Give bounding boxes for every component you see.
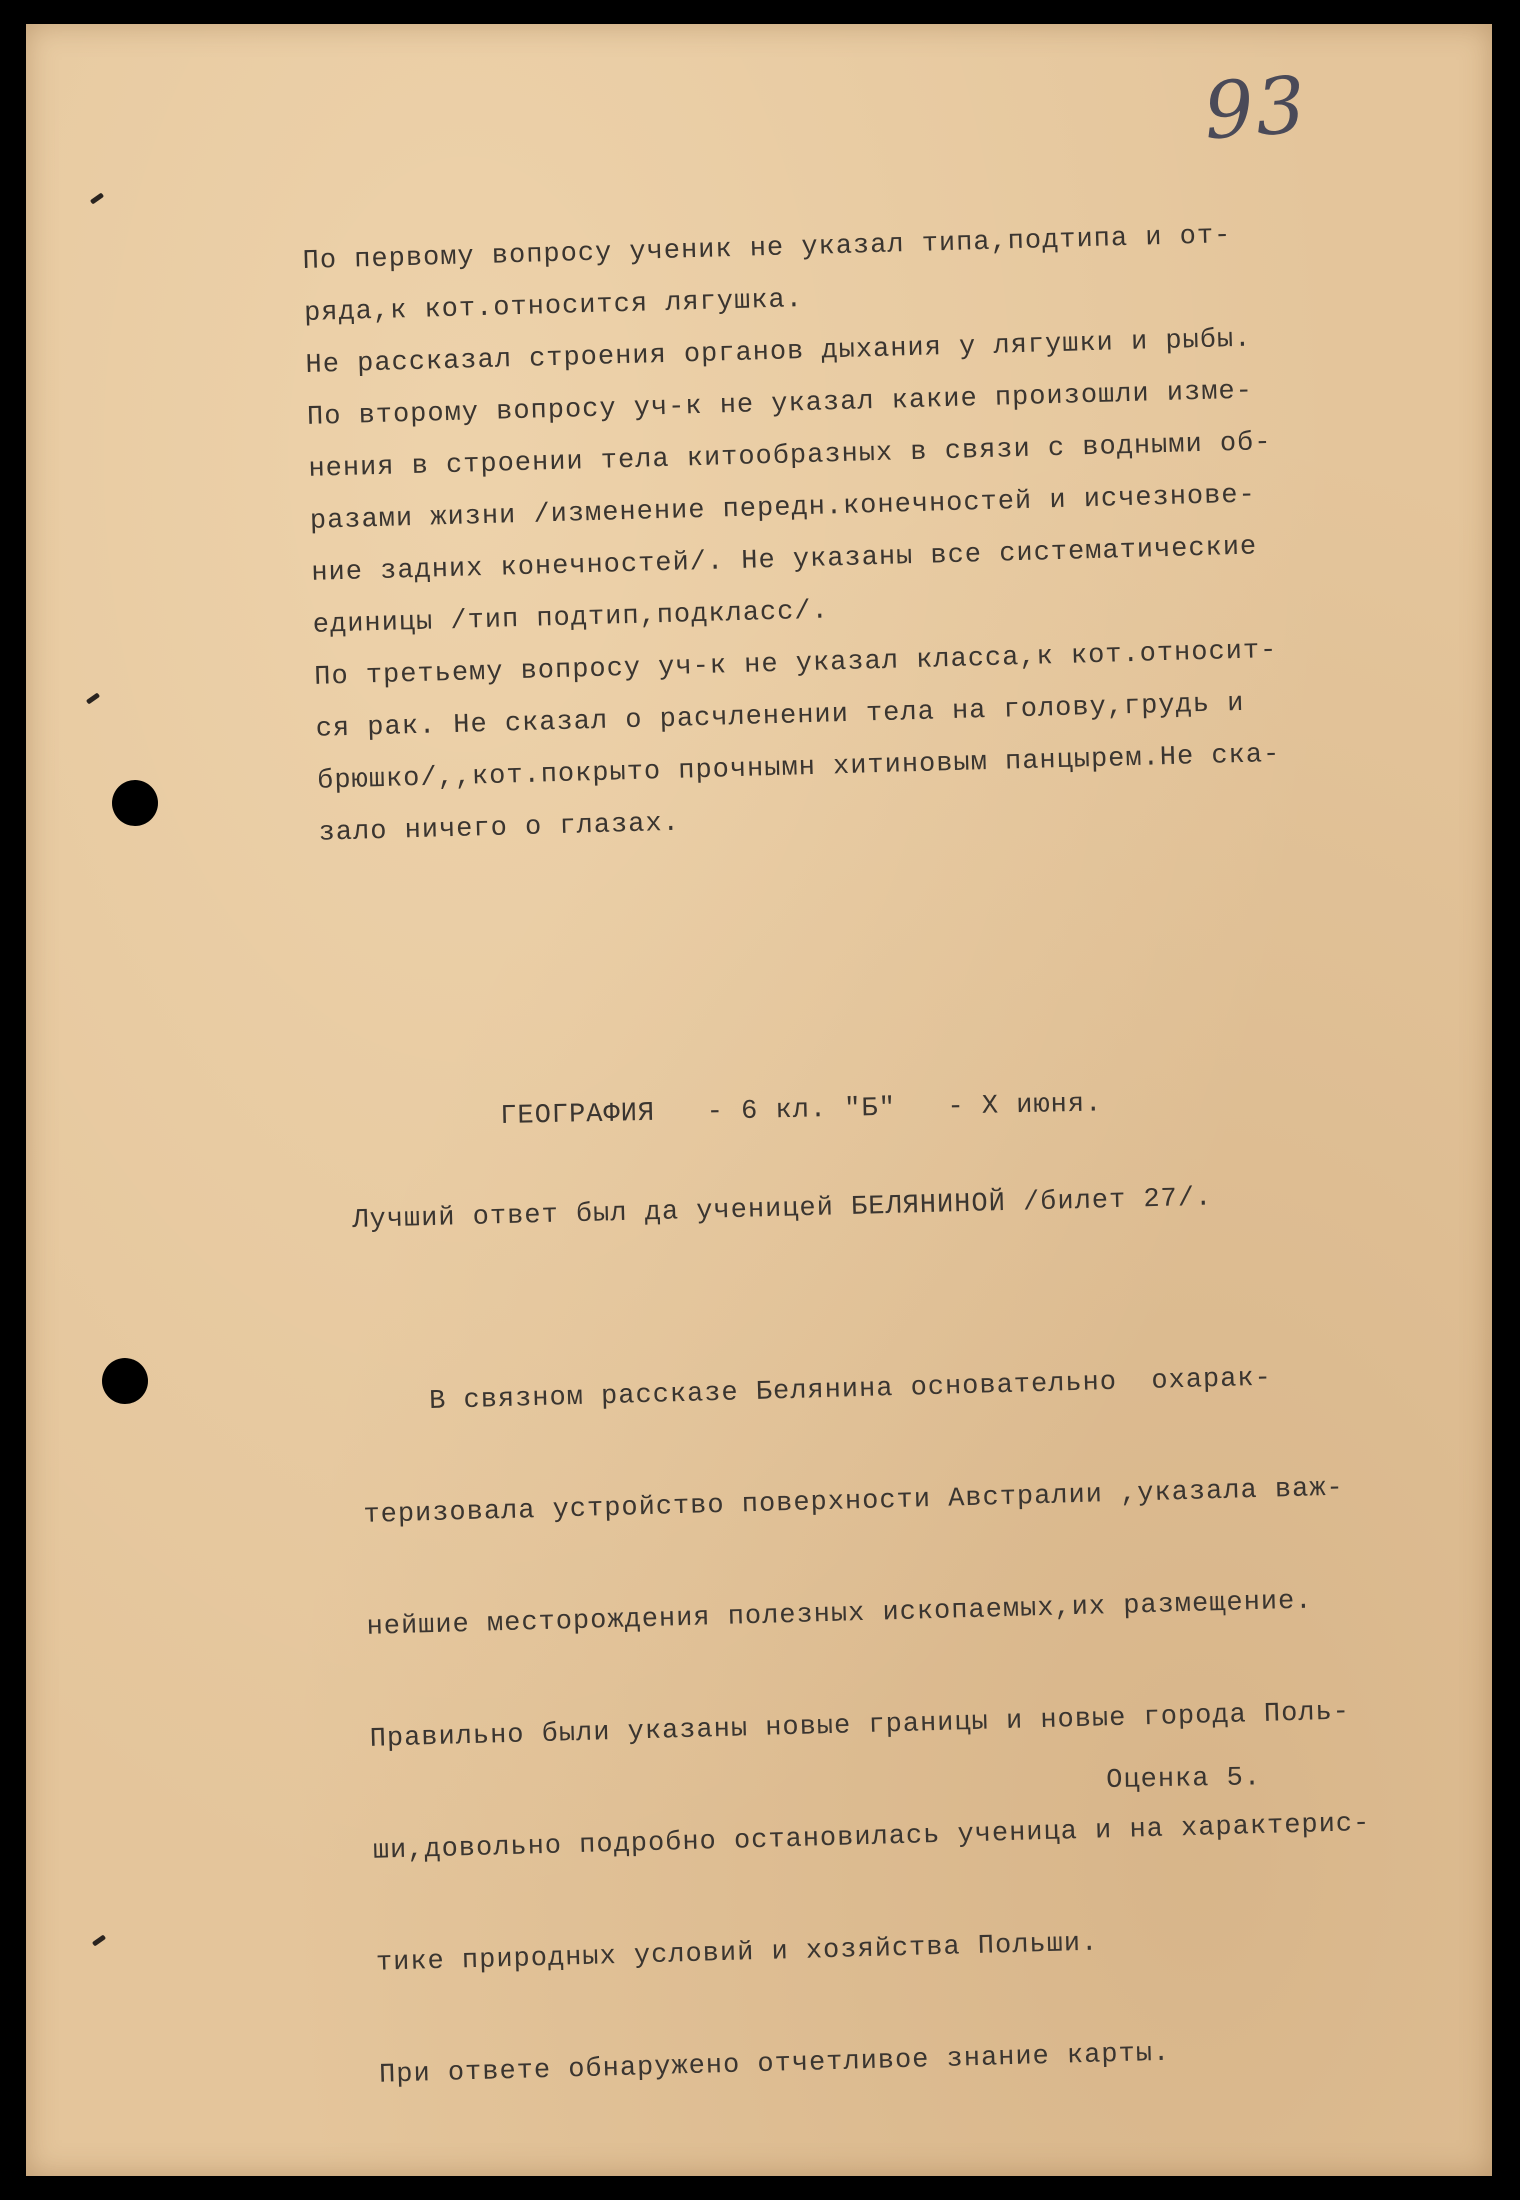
section-heading: ГЕОГРАФИЯ - 6 кл. "Б" - Х июня. (500, 1089, 1103, 1132)
report-line: ние задних конечностей/. Не указаны все систематические (311, 532, 1258, 589)
report-line: По первому вопросу ученик не указал типа,подтипа и от- (302, 221, 1232, 277)
margin-mark (92, 1934, 106, 1946)
report-line: ся рак. Не сказал о расчленении тела на голову,грудь и (315, 688, 1245, 745)
biology-report (302, 209, 1282, 860)
report-line: ши,довольно подробно остановилась ученица и на характерис- (372, 1808, 1371, 1867)
report-line: Правильно были указаны новые границы и новые города Поль- (369, 1697, 1351, 1755)
report-line: разами жизни /изменение передн.конечностей и исчезнове- (309, 480, 1257, 537)
margin-mark (86, 692, 100, 704)
report-line: единицы /тип подтип,подкласс/. (312, 596, 830, 641)
report-line: зало ничего о глазах. (318, 808, 681, 849)
report-line: В связном рассказе Белянина основательно охарак- (359, 1363, 1273, 1419)
report-line: брюшко/,,кот.покрыто прочнымн хитиновым панцырем.Не ска- (316, 739, 1281, 797)
report-line: теризовала устройство поверхности Австралии ,указала важ- (363, 1473, 1345, 1531)
paper-sheet (26, 24, 1492, 2176)
report-line: нения в строении тела китообразных в связи с водными об- (308, 428, 1272, 485)
best-answer-line: Лучший ответ был да ученицей БЕЛЯНИНОЙ /билет 27/. (352, 1183, 1213, 1236)
grade: Оценка 5. (1106, 1763, 1262, 1796)
margin-mark (90, 192, 104, 204)
punch-hole (112, 780, 158, 826)
report-line: ряда,к кот.относится лягушка. (303, 285, 804, 329)
geography-report (358, 1290, 1379, 2162)
punch-hole (102, 1358, 148, 1404)
report-line: Не рассказал строения органов дыхания у лягушки и рыбы. (305, 324, 1252, 381)
report-line: тике природных условий и хозяйства Польши. (375, 1928, 1099, 1979)
report-line: При ответе обнаружено отчетливое знание карты. (378, 2038, 1171, 2091)
report-line: По второму вопросу уч-к не указал какие произошли изме- (306, 376, 1254, 433)
report-line: нейшие месторождения полезных ископаемых,их размещение. (366, 1586, 1313, 1643)
page-number: 93 (1200, 60, 1311, 158)
report-line: По третьему вопросу уч-к не указал класса,к кот.относит- (313, 635, 1278, 693)
